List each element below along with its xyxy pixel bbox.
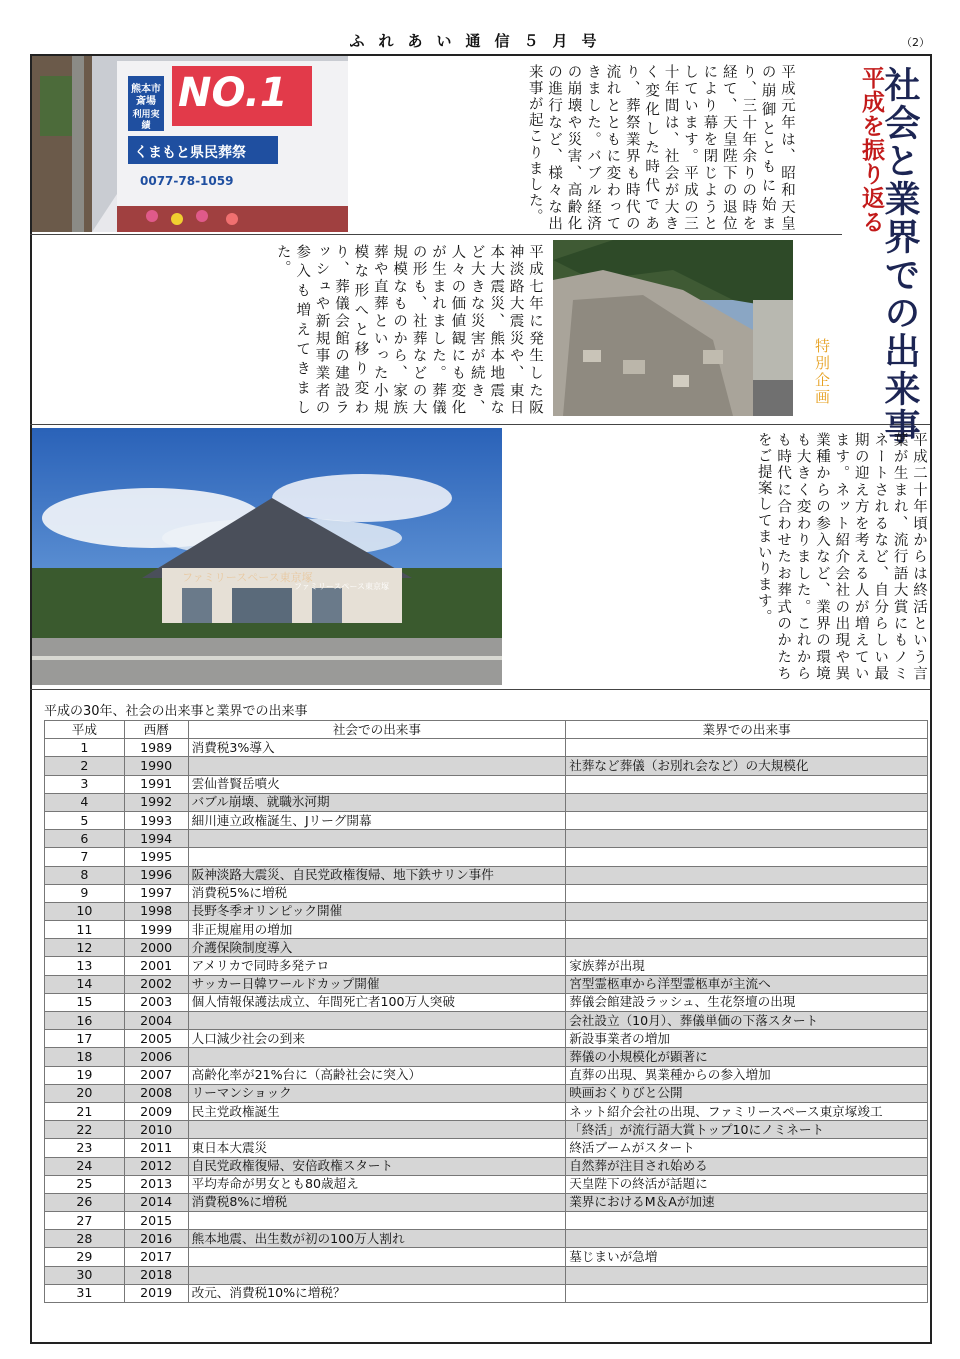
row-industry-event: 会社設立（10月）、葬儀単価の下落スタート — [566, 1012, 928, 1030]
table-row — [45, 1048, 928, 1066]
table-row — [45, 1102, 928, 1120]
row-industry-event: 業界におけるM＆Aが加速 — [566, 1193, 928, 1211]
table-row — [45, 884, 928, 902]
table-row — [45, 993, 928, 1011]
row-society-event — [188, 1121, 566, 1139]
row-year: 2002 — [124, 975, 188, 993]
row-heisei: 11 — [45, 921, 125, 939]
table-row — [45, 1157, 928, 1175]
row-industry-event — [566, 848, 928, 866]
row-heisei: 28 — [45, 1230, 125, 1248]
table-header-row — [45, 721, 928, 739]
page-header — [30, 30, 930, 52]
table-row — [45, 757, 928, 775]
table-row — [45, 975, 928, 993]
row-year: 2019 — [124, 1284, 188, 1302]
hall-photo — [32, 428, 502, 685]
table-row — [45, 793, 928, 811]
sign-no1: NO.1 — [178, 70, 288, 116]
row-heisei: 26 — [45, 1193, 125, 1211]
row-industry-event — [566, 1230, 928, 1248]
row-year: 2005 — [124, 1030, 188, 1048]
article-column-2: 平成七年に発生した阪神淡路大震災や、東日本大震災、熊本地震など大きな災害が続き、人々の価値観にも変化が生まれました。葬儀の形も、社葬などの大規模なものから、家族葬や直葬といった小規模な形へと移り変わり、葬儀会館の建設ラッシュや新規事業者の参入も増えてきました。 — [274, 244, 543, 416]
row-society-event: 東日本大震災 — [188, 1139, 566, 1157]
row-society-event: 平均寿命が男女とも80歳超え — [188, 1175, 566, 1193]
table-row — [45, 739, 928, 757]
row-heisei: 9 — [45, 884, 125, 902]
row-year: 1998 — [124, 902, 188, 920]
table-row — [45, 1212, 928, 1230]
row-society-event: 改元、消費税10%に増税？ — [188, 1284, 566, 1302]
table-row — [45, 1084, 928, 1102]
row-society-event — [188, 1248, 566, 1266]
row-industry-event: 葬儀会館建設ラッシュ、生花祭壇の出現 — [566, 993, 928, 1011]
table-row — [45, 1121, 928, 1139]
row-year: 2001 — [124, 957, 188, 975]
row-industry-event — [566, 1266, 928, 1284]
hall-image — [32, 428, 502, 685]
row-society-event: 消費税8%に増税 — [188, 1193, 566, 1211]
row-year: 2017 — [124, 1248, 188, 1266]
row-industry-event: 終活ブームがスタート — [566, 1139, 928, 1157]
row-industry-event — [566, 902, 928, 920]
header-society: 社会での出来事 — [188, 721, 566, 739]
sign-company: くまもと県民葬祭 — [134, 145, 246, 161]
row-society-event: 介護保険制度導入 — [188, 939, 566, 957]
table-row — [45, 1175, 928, 1193]
building-sign-2: ファミリースペース東京塚 — [294, 582, 390, 591]
row-industry-event — [566, 775, 928, 793]
row-industry-event: 宮型霊柩車から洋型霊柩車が主流へ — [566, 975, 928, 993]
row-heisei: 17 — [45, 1030, 125, 1048]
row-industry-event: 家族葬が出現 — [566, 957, 928, 975]
heading-label: 特別企画 — [813, 338, 831, 406]
header-seireki: 西暦 — [124, 721, 188, 739]
table-row — [45, 1012, 928, 1030]
row-society-event — [188, 1048, 566, 1066]
row-industry-event: 直葬の出現、異業種からの参入増加 — [566, 1066, 928, 1084]
row-heisei: 7 — [45, 848, 125, 866]
table-row — [45, 1230, 928, 1248]
row-heisei: 30 — [45, 1266, 125, 1284]
row-heisei: 23 — [45, 1139, 125, 1157]
table-row — [45, 1030, 928, 1048]
row-heisei: 3 — [45, 775, 125, 793]
table-row — [45, 1248, 928, 1266]
row-year: 2004 — [124, 1012, 188, 1030]
row-heisei: 13 — [45, 957, 125, 975]
row-society-event: アメリカで同時多発テロ — [188, 957, 566, 975]
row-year: 2000 — [124, 939, 188, 957]
row-year: 2015 — [124, 1212, 188, 1230]
row-heisei: 5 — [45, 811, 125, 829]
row-society-event: 雲仙普賢岳噴火 — [188, 775, 566, 793]
row-year: 2006 — [124, 1048, 188, 1066]
row-industry-event — [566, 793, 928, 811]
row-industry-event — [566, 1212, 928, 1230]
row-industry-event — [566, 939, 928, 957]
table-row — [45, 1284, 928, 1302]
row-year: 2013 — [124, 1175, 188, 1193]
row-year: 2016 — [124, 1230, 188, 1248]
header-industry: 業界での出来事 — [566, 721, 928, 739]
row-society-event: バブル崩壊、就職氷河期 — [188, 793, 566, 811]
billboard-photo — [32, 56, 348, 232]
divider-1 — [30, 234, 842, 235]
row-heisei: 14 — [45, 975, 125, 993]
feature-heading — [813, 62, 928, 446]
table-row — [45, 902, 928, 920]
row-heisei: 8 — [45, 866, 125, 884]
table-row — [45, 1193, 928, 1211]
row-year: 1995 — [124, 848, 188, 866]
row-society-event: 阪神淡路大震災、自民党政権復帰、地下鉄サリン事件 — [188, 866, 566, 884]
heading-title: 社会と業界での出来事 — [879, 66, 921, 446]
row-industry-event: 「終活」が流行語大賞トップ10にノミネート — [566, 1121, 928, 1139]
row-industry-event: 自然葬が注目され始める — [566, 1157, 928, 1175]
row-year: 1990 — [124, 757, 188, 775]
table-row — [45, 921, 928, 939]
table-row — [45, 775, 928, 793]
row-heisei: 12 — [45, 939, 125, 957]
row-society-event: 熊本地震、出生数が初の100万人割れ — [188, 1230, 566, 1248]
row-society-event: 自民党政権復帰、安倍政権スタート — [188, 1157, 566, 1175]
row-society-event: 非正規雇用の増加 — [188, 921, 566, 939]
rubble-image — [553, 240, 793, 416]
row-heisei: 6 — [45, 830, 125, 848]
row-heisei: 1 — [45, 739, 125, 757]
row-industry-event: 葬儀の小規模化が顕著に — [566, 1048, 928, 1066]
divider-3 — [30, 689, 930, 690]
row-industry-event: 社葬など葬儀（お別れ会など）の大規模化 — [566, 757, 928, 775]
article-column-3: 平成二十年頃からは終活という言葉が生まれ、流行語大賞にもノミネートされるなど、自分らしい最期の迎え方を考える人が増えています。ネット紹介会社の出現や異業種からの参入など、業界の環境も大きく変わりました。これからも時代に合わせたお葬式のかたちをご提案してまいります。 — [755, 432, 927, 682]
timeline-table — [44, 720, 928, 1303]
row-year: 1989 — [124, 739, 188, 757]
row-society-event — [188, 848, 566, 866]
table-row — [45, 866, 928, 884]
building-sign-1: ファミリースペース東京塚 — [182, 571, 313, 584]
row-heisei: 16 — [45, 1012, 125, 1030]
row-year: 2007 — [124, 1066, 188, 1084]
row-year: 1994 — [124, 830, 188, 848]
row-heisei: 4 — [45, 793, 125, 811]
row-society-event: 人口減少社会の到来 — [188, 1030, 566, 1048]
row-heisei: 19 — [45, 1066, 125, 1084]
sign-phone: 0077-78-1059 — [140, 174, 234, 188]
row-industry-event: 天皇陛下の終活が話題に — [566, 1175, 928, 1193]
row-year: 1996 — [124, 866, 188, 884]
row-society-event: 細川連立政権誕生、Jリーグ開幕 — [188, 811, 566, 829]
table-row — [45, 1066, 928, 1084]
row-society-event — [188, 757, 566, 775]
row-society-event — [188, 1212, 566, 1230]
row-society-event: サッカー日韓ワールドカップ開催 — [188, 975, 566, 993]
rubble-photo — [553, 240, 793, 416]
divider-2 — [30, 424, 930, 425]
row-year: 2011 — [124, 1139, 188, 1157]
row-society-event: 個人情報保護法成立、年間死亡者100万人突破 — [188, 993, 566, 1011]
row-year: 1993 — [124, 811, 188, 829]
row-heisei: 24 — [45, 1157, 125, 1175]
row-heisei: 15 — [45, 993, 125, 1011]
row-year: 2008 — [124, 1084, 188, 1102]
table-row — [45, 848, 928, 866]
article-column-1: 平成元年は、昭和天皇の崩御とともに始まり、三十年余りの時を経て、天皇陛下の退位により幕を閉じようとしています。平成の三十年間は、社会が大きく変化した時代であり、葬祭業界も時代の流れとともに変わってきました。バブル経済の崩壊や災害、高齢化の進行など、様々な出来事が起こりました。 — [526, 64, 795, 232]
row-year: 2012 — [124, 1157, 188, 1175]
row-industry-event — [566, 921, 928, 939]
row-society-event — [188, 830, 566, 848]
heading-subtitle: 平成を振り返る — [858, 66, 885, 234]
row-society-event — [188, 1266, 566, 1284]
row-heisei: 22 — [45, 1121, 125, 1139]
row-year: 2014 — [124, 1193, 188, 1211]
row-society-event: 長野冬季オリンピック開催 — [188, 902, 566, 920]
row-industry-event — [566, 811, 928, 829]
sign-text-1: 熊本市斎場 — [131, 84, 161, 107]
row-year: 2003 — [124, 993, 188, 1011]
row-society-event: リーマンショック — [188, 1084, 566, 1102]
row-year: 2018 — [124, 1266, 188, 1284]
row-heisei: 21 — [45, 1102, 125, 1120]
row-year: 2009 — [124, 1102, 188, 1120]
row-industry-event — [566, 866, 928, 884]
row-society-event: 高齢化率が21%台に（高齢社会に突入） — [188, 1066, 566, 1084]
row-year: 1992 — [124, 793, 188, 811]
table-row — [45, 939, 928, 957]
row-industry-event — [566, 830, 928, 848]
row-industry-event — [566, 884, 928, 902]
row-industry-event — [566, 739, 928, 757]
row-society-event — [188, 1012, 566, 1030]
table-row — [45, 957, 928, 975]
row-year: 1999 — [124, 921, 188, 939]
row-industry-event: 墓じまいが急増 — [566, 1248, 928, 1266]
table-row — [45, 830, 928, 848]
table-row — [45, 1266, 928, 1284]
row-heisei: 20 — [45, 1084, 125, 1102]
row-society-event: 消費税5%に増税 — [188, 884, 566, 902]
table-row — [45, 1139, 928, 1157]
table-caption: 平成の30年、社会の出来事と業界での出来事 — [44, 704, 308, 719]
row-industry-event: ネット紹介会社の出現、ファミリースペース東京塚竣工 — [566, 1102, 928, 1120]
row-year: 1997 — [124, 884, 188, 902]
header-heisei: 平成 — [45, 721, 125, 739]
row-society-event: 消費税3%導入 — [188, 739, 566, 757]
row-heisei: 2 — [45, 757, 125, 775]
newsletter-title: ふれあい通信５月号 — [349, 32, 611, 50]
row-heisei: 27 — [45, 1212, 125, 1230]
row-society-event: 民主党政権誕生 — [188, 1102, 566, 1120]
row-industry-event — [566, 1284, 928, 1302]
row-heisei: 31 — [45, 1284, 125, 1302]
row-industry-event: 新設事業者の増加 — [566, 1030, 928, 1048]
row-heisei: 29 — [45, 1248, 125, 1266]
page-number: （2） — [901, 36, 930, 49]
row-heisei: 10 — [45, 902, 125, 920]
row-year: 1991 — [124, 775, 188, 793]
row-industry-event: 映画おくりびと公開 — [566, 1084, 928, 1102]
table-row — [45, 811, 928, 829]
row-year: 2010 — [124, 1121, 188, 1139]
row-heisei: 18 — [45, 1048, 125, 1066]
row-heisei: 25 — [45, 1175, 125, 1193]
sign-text-2: 利用実績 — [132, 110, 160, 131]
